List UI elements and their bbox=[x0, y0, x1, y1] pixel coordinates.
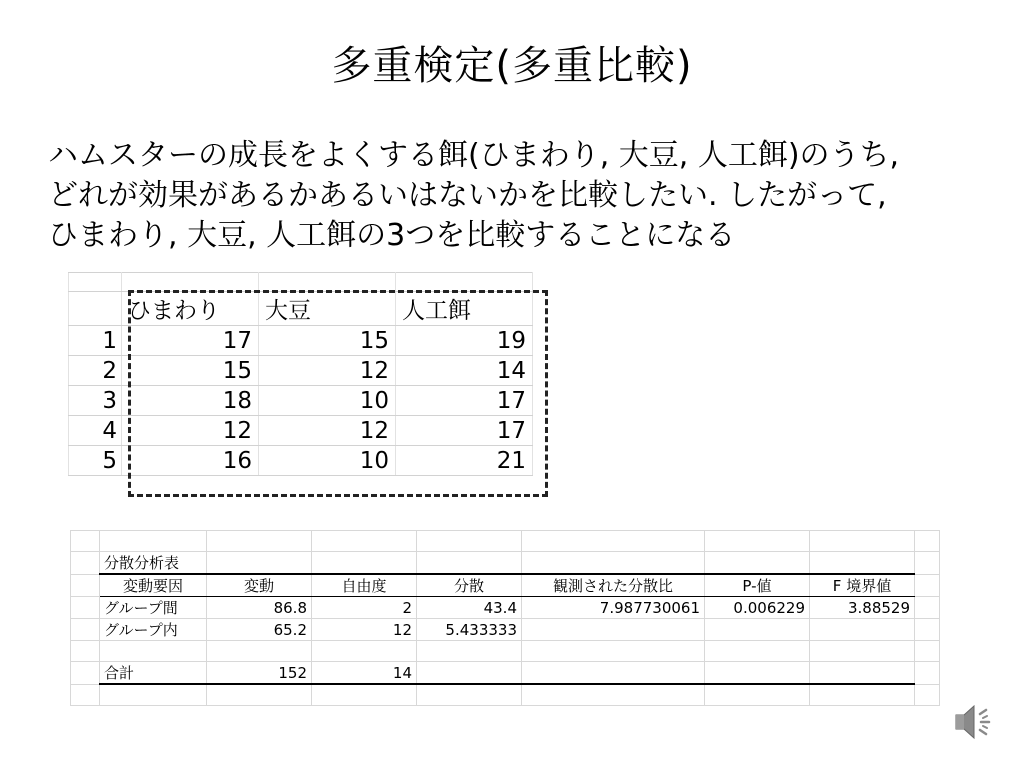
cell bbox=[207, 684, 312, 706]
cell bbox=[417, 684, 522, 706]
cell bbox=[915, 684, 940, 706]
cell bbox=[312, 531, 417, 552]
cell[interactable] bbox=[207, 641, 312, 662]
cell[interactable] bbox=[705, 641, 810, 662]
cell[interactable]: 12 bbox=[122, 416, 259, 446]
data-table bbox=[68, 272, 533, 476]
slide-title: 多重検定(多重比較) bbox=[331, 43, 693, 89]
cell[interactable]: 2 bbox=[312, 597, 417, 619]
column-header[interactable]: 自由度 bbox=[312, 574, 417, 597]
cell[interactable]: 14 bbox=[396, 356, 533, 386]
cell[interactable]: 18 bbox=[122, 386, 259, 416]
cell[interactable]: 7.987730061 bbox=[522, 597, 705, 619]
table-row bbox=[71, 641, 940, 662]
cell bbox=[810, 531, 915, 552]
cell[interactable]: 12 bbox=[259, 356, 396, 386]
column-header[interactable]: 大豆 bbox=[259, 292, 396, 326]
cell bbox=[100, 684, 207, 706]
cell[interactable]: 10 bbox=[259, 446, 396, 476]
cell[interactable] bbox=[705, 619, 810, 641]
cell bbox=[122, 273, 259, 292]
cell bbox=[71, 597, 100, 619]
cell[interactable]: 10 bbox=[259, 386, 396, 416]
body-line: ひまわり, 大豆, 人工餌の3つを比較することになる bbox=[48, 218, 736, 253]
cell bbox=[71, 641, 100, 662]
cell[interactable]: 15 bbox=[259, 326, 396, 356]
cell bbox=[705, 552, 810, 575]
cell bbox=[71, 574, 100, 597]
cell bbox=[810, 684, 915, 706]
cell bbox=[915, 574, 940, 597]
cell[interactable]: 17 bbox=[396, 416, 533, 446]
cell[interactable]: 16 bbox=[122, 446, 259, 476]
cell bbox=[417, 552, 522, 575]
row-index: 5 bbox=[69, 446, 122, 476]
cell[interactable]: 43.4 bbox=[417, 597, 522, 619]
cell bbox=[71, 619, 100, 641]
body-line: ハムスターの成長をよくする餌(ひまわり, 大豆, 人工餌)のうち, bbox=[48, 138, 900, 173]
cell bbox=[312, 684, 417, 706]
cell[interactable]: 3.88529 bbox=[810, 597, 915, 619]
cell[interactable]: 19 bbox=[396, 326, 533, 356]
cell bbox=[417, 531, 522, 552]
cell bbox=[71, 684, 100, 706]
cell[interactable] bbox=[100, 641, 207, 662]
column-header[interactable]: 分散 bbox=[417, 574, 522, 597]
table-row bbox=[69, 356, 533, 386]
cell bbox=[100, 531, 207, 552]
column-header[interactable]: P-値 bbox=[705, 574, 810, 597]
cell bbox=[207, 552, 312, 575]
cell[interactable]: グループ内 bbox=[100, 619, 207, 641]
cell bbox=[915, 531, 940, 552]
row-index: 4 bbox=[69, 416, 122, 446]
cell[interactable] bbox=[810, 641, 915, 662]
body-line: どれが効果があるかあるいはないかを比較したい. したがって, bbox=[48, 178, 887, 213]
cell[interactable]: 12 bbox=[259, 416, 396, 446]
speaker-icon[interactable] bbox=[950, 700, 998, 744]
cell bbox=[312, 552, 417, 575]
table-row bbox=[71, 597, 940, 619]
cell[interactable] bbox=[312, 641, 417, 662]
cell[interactable] bbox=[705, 662, 810, 685]
cell bbox=[522, 684, 705, 706]
cell bbox=[396, 273, 533, 292]
cell bbox=[915, 552, 940, 575]
cell bbox=[71, 662, 100, 685]
cell[interactable]: グループ間 bbox=[100, 597, 207, 619]
cell[interactable] bbox=[417, 662, 522, 685]
cell[interactable] bbox=[810, 662, 915, 685]
cell[interactable]: 12 bbox=[312, 619, 417, 641]
table-row bbox=[71, 619, 940, 641]
cell[interactable] bbox=[417, 641, 522, 662]
cell[interactable] bbox=[810, 619, 915, 641]
cell[interactable]: 17 bbox=[122, 326, 259, 356]
cell[interactable]: 14 bbox=[312, 662, 417, 685]
cell bbox=[207, 531, 312, 552]
column-header[interactable]: 観測された分散比 bbox=[522, 574, 705, 597]
cell bbox=[522, 552, 705, 575]
cell[interactable] bbox=[522, 641, 705, 662]
column-header[interactable]: ひまわり bbox=[122, 292, 259, 326]
cell bbox=[915, 597, 940, 619]
cell[interactable]: 合計 bbox=[100, 662, 207, 685]
table-row bbox=[69, 326, 533, 356]
table-row bbox=[69, 446, 533, 476]
cell[interactable]: 5.433333 bbox=[417, 619, 522, 641]
cell[interactable]: 152 bbox=[207, 662, 312, 685]
cell bbox=[71, 552, 100, 575]
cell bbox=[915, 619, 940, 641]
cell bbox=[705, 684, 810, 706]
row-index: 2 bbox=[69, 356, 122, 386]
cell bbox=[71, 531, 100, 552]
anova-table bbox=[70, 530, 940, 706]
cell bbox=[69, 292, 122, 326]
cell[interactable]: 0.006229 bbox=[705, 597, 810, 619]
row-index: 3 bbox=[69, 386, 122, 416]
cell[interactable]: 65.2 bbox=[207, 619, 312, 641]
cell bbox=[522, 531, 705, 552]
anova-caption[interactable]: 分散分析表 bbox=[100, 552, 207, 575]
cell[interactable]: 17 bbox=[396, 386, 533, 416]
column-header[interactable]: 変動 bbox=[207, 574, 312, 597]
column-header[interactable]: 人工餌 bbox=[396, 292, 533, 326]
column-header[interactable]: 変動要因 bbox=[100, 574, 207, 597]
cell bbox=[69, 273, 122, 292]
cell[interactable] bbox=[522, 619, 705, 641]
column-header[interactable]: F 境界値 bbox=[810, 574, 915, 597]
cell[interactable]: 15 bbox=[122, 356, 259, 386]
cell bbox=[915, 662, 940, 685]
cell[interactable]: 21 bbox=[396, 446, 533, 476]
table-row bbox=[69, 416, 533, 446]
cell bbox=[259, 273, 396, 292]
body-text bbox=[48, 136, 998, 256]
row-index: 1 bbox=[69, 326, 122, 356]
cell bbox=[810, 552, 915, 575]
cell bbox=[705, 531, 810, 552]
cell bbox=[915, 641, 940, 662]
table-row bbox=[69, 386, 533, 416]
cell[interactable] bbox=[522, 662, 705, 685]
cell[interactable]: 86.8 bbox=[207, 597, 312, 619]
table-row bbox=[71, 662, 940, 685]
